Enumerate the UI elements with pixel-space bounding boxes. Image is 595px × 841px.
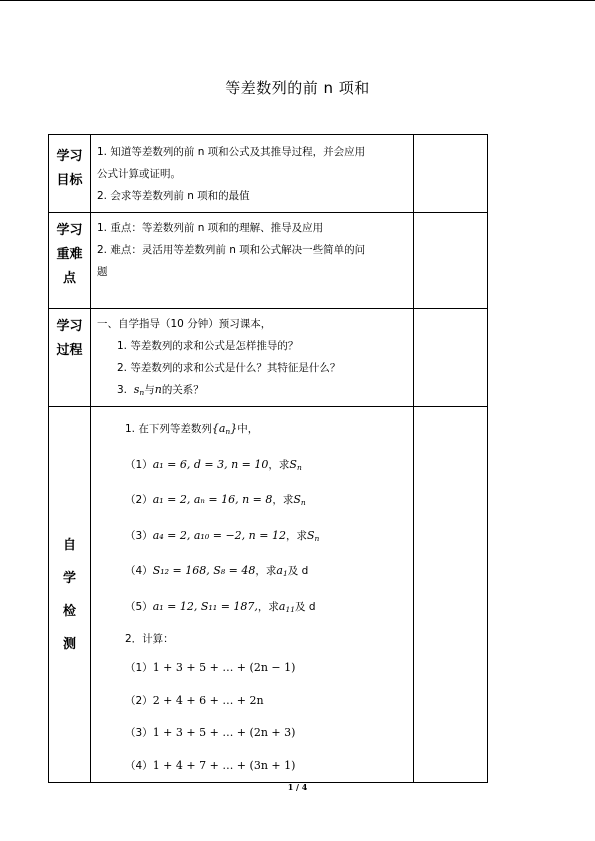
q2-item-1-expr: 1 + 3 + 5 + … + (2n − 1) [152,661,296,674]
q1-item-2-target: S [293,493,301,506]
label-check-3: 检 [62,603,76,619]
q1-item-5-ask: ，求 [257,600,279,613]
q2-item-2-expr: 2 + 4 + 6 + … + 2n [152,693,264,707]
q1-item-1-expr: a₁ = 6, d = 3, n = 10 [152,457,269,471]
process-line-4 [97,379,407,404]
math-seq: {a [211,422,226,435]
process-notes [414,309,488,407]
row-check [49,407,488,783]
focus-line-2: 2. 难点：灵活用等差数列前 n 项和公式解决一些简单的问 [97,244,366,256]
q1-item-3 [97,520,407,556]
q1-item-4-target-sub: 1 [282,569,288,578]
q1-item-4 [97,555,407,591]
q1-item-3-expr: a₄ = 2, a₁₀ = −2, n = 12 [152,528,286,542]
q1-intro-tail: 中， [237,423,259,435]
q1-item-3-ask: ，求 [285,529,307,542]
process-content [91,309,414,407]
q1-item-2 [97,484,407,520]
math-s-sub: n [139,388,145,397]
q2-item-1-num: （1） [125,662,153,674]
label-check-1: 自 [62,537,76,553]
label-focus-2: 重难 [56,247,83,262]
q2-label: 2．计算： [125,633,174,645]
label-check-4: 测 [62,636,76,652]
q2-item-4 [97,750,407,783]
q2-item-4-expr: 1 + 4 + 7 + … + (3n + 1) [152,758,296,772]
q1-item-5-target-sub: 11 [285,604,296,614]
goals-content [91,135,414,213]
q1-item-1-ask: ，求 [268,458,290,471]
q1-item-1-target-sub: n [296,462,302,472]
q2-item-3-num: （3） [125,727,153,739]
math-s: s [133,383,140,396]
label-focus-3: 点 [62,271,76,286]
q1-item-3-num: （3） [125,529,153,542]
top-rule [0,0,595,1]
focus-line-1: 1. 重点：等差数列前 n 项和的理解、推导及应用 [97,222,324,234]
q1-intro-text: 1. 在下列等差数列 [125,423,212,435]
q1-item-5-expr: a₁ = 12, S₁₁ = 187, [152,599,258,613]
check-notes [414,407,488,783]
process-line-2: 1. 等差数列的求和公式是怎样推导的？ [117,340,299,352]
q1-item-2-target-sub: n [300,498,306,507]
q1-item-5-num: （5） [125,600,153,613]
math-n: n [154,383,162,396]
q1-item-5-target: a [278,599,286,613]
q2-item-3-expr: 1 + 3 + 5 + … + (2n + 3) [152,726,296,739]
q1-item-2-expr: a₁ = 2, aₙ = 16, n = 8 [152,493,273,506]
process-line-4-tail: 的关系？ [161,384,204,396]
focus-notes [414,213,488,309]
q2-item-2 [97,685,407,718]
goals-line-3: 2. 会求等差数列前 n 项和的最值 [97,190,250,202]
label-focus [49,213,91,309]
label-goals-2: 目标 [56,173,83,188]
q1-item-3-target-sub: n [314,533,320,543]
q1-item-4-num: （4） [125,565,153,577]
q1-item-1 [97,449,407,485]
q1-item-2-num: （2） [125,494,153,506]
focus-content [91,213,414,309]
lesson-table [48,134,488,783]
label-process-2: 过程 [56,343,83,358]
row-goals [49,135,488,213]
q2-item-4-num: （4） [125,759,153,772]
label-goals-1: 学习 [56,149,83,164]
process-line-4-num: 3. [117,384,128,396]
process-line-1: 一、自学指导（10 分钟）预习课本， [97,318,272,330]
label-process-1: 学习 [56,319,83,334]
q1-item-4-expr: S₁₂ = 168, S₈ = 48 [152,564,256,577]
goals-notes [414,135,488,213]
label-process [49,309,91,407]
q1-item-4-target: a [276,564,283,577]
process-line-4-text: 与 [144,384,155,396]
goals-line-2: 公式计算或证明。 [97,168,181,180]
label-check [49,407,91,783]
label-check-2: 学 [62,570,76,586]
q2-item-1 [97,652,407,685]
q1-item-5 [97,591,407,627]
q1-item-5-extra: 及 d [295,600,316,613]
row-focus [49,213,488,309]
q1-item-2-ask: ，求 [272,494,294,506]
q1-item-1-target: S [289,457,297,471]
q1-intro [97,413,407,449]
focus-line-3: 题 [97,266,108,278]
q2-item-3 [97,717,407,750]
q2-item-2-num: （2） [125,694,153,707]
math-seq-sub: n [225,427,231,436]
row-process [49,309,488,407]
math-seq-close: } [230,422,238,435]
q1-item-3-target: S [306,528,315,542]
check-content [91,407,414,783]
q1-item-4-ask: ，求 [255,565,277,577]
process-line-3: 2. 等差数列的求和公式是什么？其特征是什么？ [117,362,341,374]
label-focus-1: 学习 [56,223,83,238]
goals-line-1: 1. 知道等差数列的前 n 项和公式及其推导过程，并会应用 [97,146,366,158]
q1-item-4-extra: 及 d [287,565,309,577]
page-title: 等差数列的前 n 项和 [225,79,370,97]
page-number: 1 / 4 [287,782,308,792]
q1-item-1-num: （1） [125,458,153,471]
label-goals [49,135,91,213]
